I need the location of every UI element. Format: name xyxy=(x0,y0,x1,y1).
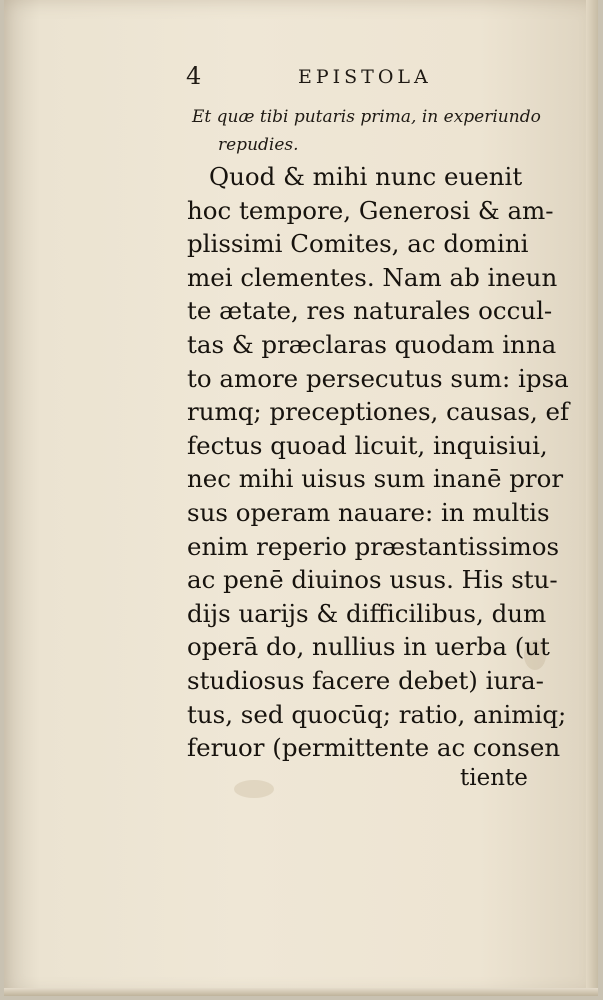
text-line: te ætate, res naturales occul- xyxy=(187,296,553,326)
text-line: Quod & mihi nunc euenit xyxy=(209,162,523,191)
text-line: tas & præclaras quodam inna xyxy=(187,329,557,359)
text-line: rumq; preceptiones, causas, ef xyxy=(187,397,570,427)
book-page xyxy=(4,0,598,996)
text-line: hoc tempore, Generosi & am- xyxy=(187,195,554,225)
text-line: sus operam nauare: in multis xyxy=(187,497,550,527)
text-line: dijs uarijs & difficilibus, dum xyxy=(187,598,547,628)
running-title: EPISTOLA xyxy=(298,66,432,88)
page-bottom-edge xyxy=(4,988,598,996)
catchword: tiente xyxy=(460,765,528,791)
motto-line: repudies. xyxy=(218,135,299,155)
page-header xyxy=(186,62,476,92)
motto-line: Et quæ tibi putaris prima, in experiundo xyxy=(192,107,541,127)
italic-motto xyxy=(192,103,572,159)
text-line: studiosus facere debet) iura- xyxy=(187,665,544,695)
text-line: tus, sed quocūq; ratio, animiq; xyxy=(187,699,567,729)
text-line: nec mihi uisus sum inanē pror xyxy=(187,464,564,494)
text-line: enim reperio præstantissimos xyxy=(187,531,560,561)
text-line: ac penē diuinos usus. His stu- xyxy=(187,565,558,595)
text-line: fectus quoad licuit, inquisiui, xyxy=(187,430,548,460)
paper-stain xyxy=(234,780,274,798)
text-line: to amore persecutus sum: ipsa xyxy=(187,363,569,393)
text-line: feruor (permittente ac consen xyxy=(187,733,561,763)
text-line: operā do, nullius in uerba (ut xyxy=(187,632,550,662)
body-text xyxy=(187,160,570,765)
text-line: plissimi Comites, ac domini xyxy=(187,229,529,259)
page-spine-edge xyxy=(586,0,598,996)
text-line: mei clementes. Nam ab ineun xyxy=(187,262,558,292)
page-number: 4 xyxy=(186,62,202,90)
